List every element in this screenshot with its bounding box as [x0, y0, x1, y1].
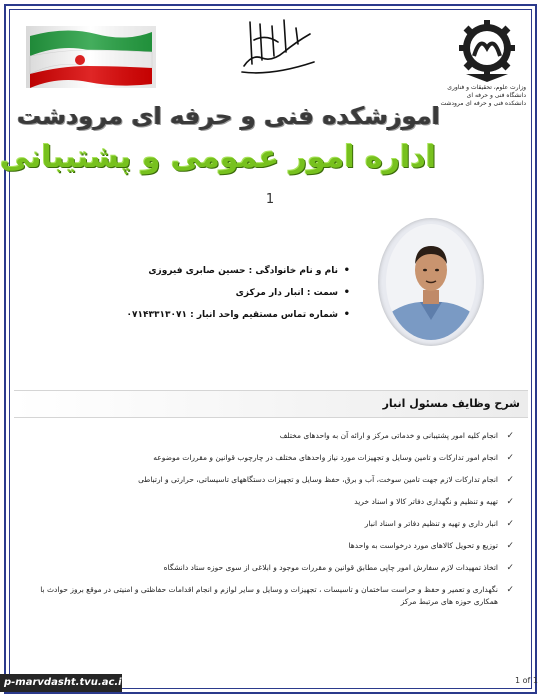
duty-item: [24, 584, 516, 608]
duty-text: انجام تدارکات لازم جهت تامین سوخت، آب و برق، حفظ وسایل و تجهیزات دستگاههای تاسیساتی، حرارتی و ارتباطی: [138, 475, 498, 484]
check-icon: ✓: [506, 453, 514, 463]
check-icon: ✓: [506, 585, 514, 595]
duties-title: شرح وظایف مسئول انبار: [382, 397, 520, 410]
logo-caption-line: وزارت علوم، تحقیقات و فناوری: [447, 84, 526, 91]
site-url-link[interactable]: p-marvdasht.tvu.ac.ir: [0, 674, 122, 692]
duty-text: انبار داری و تهیه و تنظیم دفاتر و اسناد انبار: [364, 519, 498, 528]
duty-text: توزیع و تحویل کالاهای مورد درخواست به واحدها: [348, 541, 498, 550]
profile-info-list: [126, 264, 352, 330]
logo-caption-line: دانشگاه فنی و حرفه ای: [466, 92, 526, 99]
duty-text: انجام کلیه امور پشتیبانی و خدماتی مرکز و ارائه آن به واحدهای مختلف: [279, 431, 498, 440]
duty-item: [24, 474, 516, 486]
profile-position: • سمت : انبار دار مرکزی: [130, 286, 352, 308]
duty-text: انجام امور تدارکات و تامین وسایل و تجهیزات مورد نیاز واحدهای مختلف در چارچوب قوانین و مقررات موضوعه: [153, 453, 498, 462]
university-gear-logo-icon: [452, 18, 522, 84]
logo-caption: [430, 84, 526, 108]
page-title-college: اموزشکده فنی و حرفه ای مرودشت: [17, 102, 440, 130]
check-icon: ✓: [506, 519, 514, 529]
page-title-department: اداره امور عمومی و پشتیبانی: [0, 140, 436, 175]
check-icon: ✓: [506, 563, 514, 573]
duty-item: [24, 562, 516, 574]
check-icon: ✓: [506, 541, 514, 551]
duty-item: [24, 496, 516, 508]
iran-flag-icon: [26, 22, 156, 88]
check-icon: ✓: [506, 431, 514, 441]
bismillah-calligraphy-icon: [232, 14, 322, 78]
check-icon: ✓: [506, 497, 514, 507]
profile-photo: [386, 224, 476, 340]
duty-item: [24, 540, 516, 552]
duty-item: [24, 452, 516, 464]
duty-text: اتخاذ تمهیدات لازم سفارش امور چاپی مطابق قوانین و مقررات موجود و ابلاغی از سوی حوزه ستاد دانشگاه: [163, 563, 498, 572]
profile-name: • نام و نام خانوادگی : حسین صابری فیروزی: [130, 264, 352, 286]
duty-text: نگهداری و تعمیر و حفظ و حراست ساختمان و تاسیسات ، تجهیزات و وسایل و سایر لوازم و انجام اقدامات حفاظتی و امنیتی در موقع بروز حوادث با همکاری حوزه های مرتبط مرکز: [40, 585, 498, 606]
page-number: 1: [265, 192, 275, 207]
check-icon: ✓: [506, 475, 514, 485]
duties-header-bar: [14, 390, 528, 418]
logo-caption-line: دانشکده فنی و حرفه ای مرودشت: [440, 100, 526, 107]
duty-text: تهیه و تنظیم و نگهداری دفاتر کالا و اسناد خرید: [354, 497, 498, 506]
duty-item: [24, 518, 516, 530]
profile-phone: • شماره تماس مستقیم واحد انبار : ۰۷۱۴۳۳۱۳۰۷۱: [130, 308, 352, 330]
duties-list: [24, 430, 516, 618]
duty-item: [24, 430, 516, 442]
page-footer-label: 1 of 1: [515, 676, 538, 685]
